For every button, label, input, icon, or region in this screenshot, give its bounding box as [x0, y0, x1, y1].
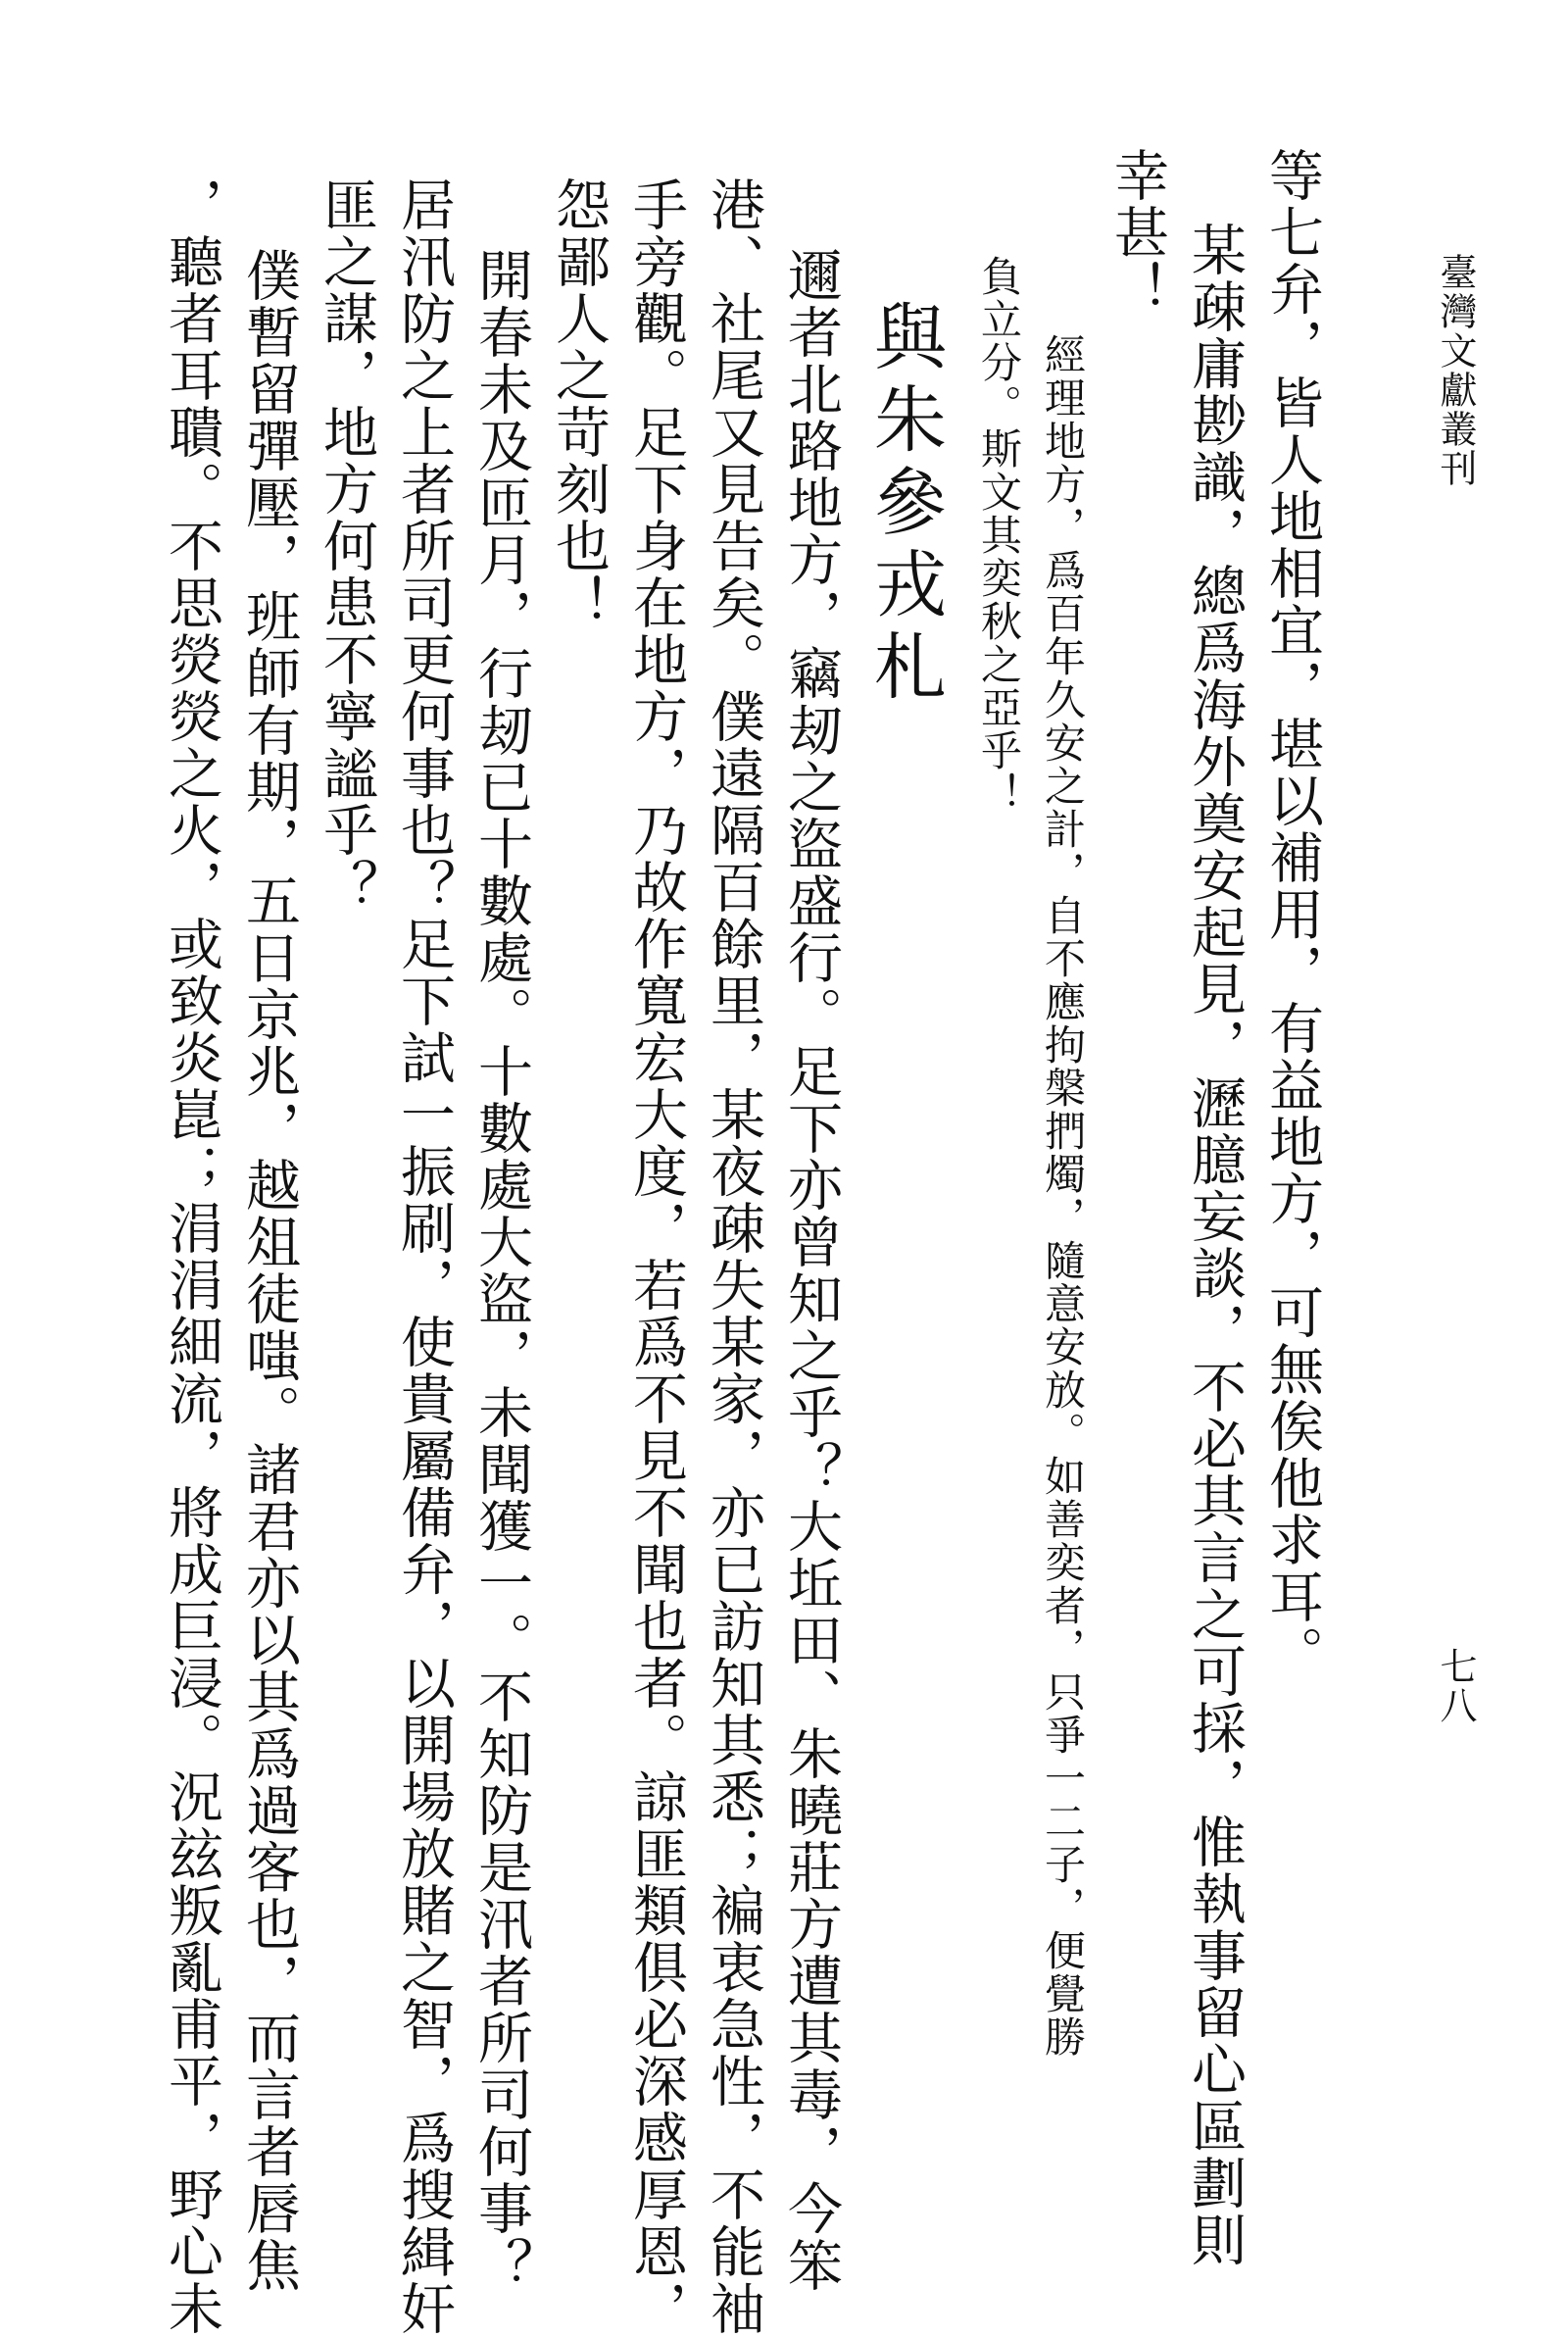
text-column: 某疎庸尠識，總爲海外奠安起見，瀝臆妄談，不必其言之可採，惟執事留心區劃則 — [1183, 222, 1247, 2268]
text-column: 匪之謀，地方何患不寧謐乎？ — [315, 176, 378, 916]
text-column: 等七弁，皆人地相宜，堪以補用，有益地方，可無俟他求耳。 — [1260, 147, 1324, 1682]
text-column: 居汛防之上者所司更何事也？足下試一振刷，使貴屬備弁，以開場放賭之智，爲搜緝奸 — [392, 176, 456, 2337]
page-number: 七八 — [1434, 1647, 1477, 1725]
section-title: 與朱參戎札 — [862, 299, 947, 711]
text-column: 開春未及匝月，行刼已十數處。十數處大盜，未聞獲一。不知防是汛者所司何事？ — [469, 247, 533, 2294]
text-column: 港、社尾又見告矣。僕遠隔百餘里，某夜疎失某家，亦已訪知其悉；褊衷急性，不能袖 — [702, 176, 765, 2337]
text-column: 邇者北路地方，竊刼之盜盛行。足下亦曾知之乎？大坵田、朱曉莊方遭其毒，今笨 — [779, 247, 843, 2294]
text-column: 幸甚！ — [1105, 147, 1169, 318]
text-column: 怨鄙人之苛刻也！ — [547, 176, 611, 631]
text-column: 僕暫留彈壓，班師有期，五日京兆，越俎徒嗤。諸君亦以其爲過客也，而言者唇焦 — [237, 247, 301, 2294]
note-column: 經理地方，爲百年久安之計，自不應拘槃捫燭，隨意安放。如善奕者，只爭一二子，便覺勝 — [1039, 333, 1087, 2059]
series-title: 臺灣文獻叢刊 — [1434, 253, 1477, 488]
text-column: 手旁觀。足下身在地方，乃故作寬宏大度，若爲不見不聞也者。諒匪類俱必深感厚恩， — [624, 176, 688, 2337]
note-column: 負立分。斯文其奕秋之亞乎！ — [975, 255, 1023, 816]
text-column: ，聽者耳聵。不思熒熒之火，或致炎崑；涓涓細流，將成巨浸。況玆叛亂甫平，野心未 — [160, 176, 223, 2337]
